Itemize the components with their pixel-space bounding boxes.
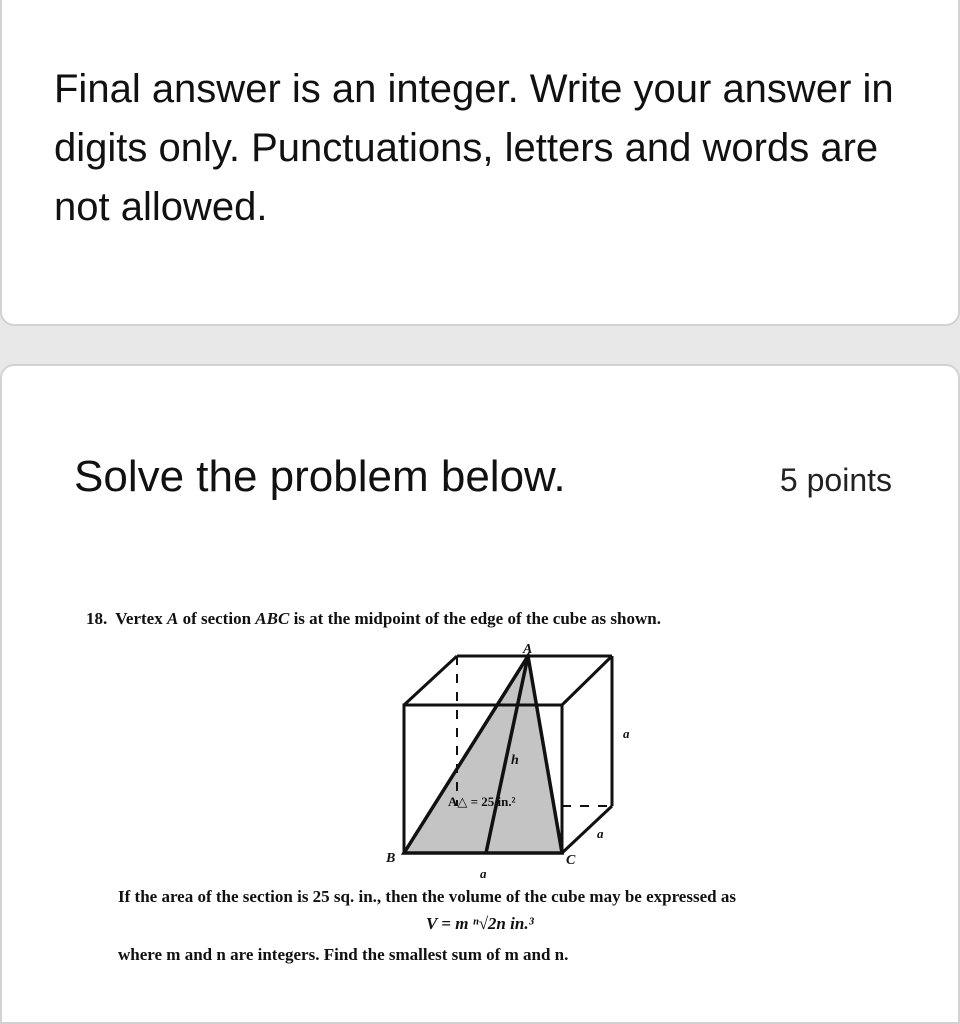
- vertex-c-label: C: [566, 853, 576, 868]
- question-card: [0, 364, 960, 1024]
- edge-label-depth: a: [597, 826, 604, 841]
- points-label: 5 points: [779, 462, 892, 498]
- instruction-card: [0, 0, 960, 326]
- height-label: h: [511, 753, 519, 768]
- problem-image: [2, 366, 958, 1012]
- vertex-a-label: A: [523, 642, 533, 657]
- problem-statement: 18. Vertex A of section ABC is at the midpoint of the edge of the cube as shown.: [86, 609, 661, 628]
- edge-label-bottom: a: [480, 866, 487, 881]
- section-triangle: [404, 656, 562, 853]
- condition-text: If the area of the section is 25 sq. in., then the volume of the cube may be expressed as: [118, 887, 736, 906]
- problem-number: 18.: [86, 609, 108, 628]
- edge-label-right: a: [623, 726, 630, 741]
- instruction-text: Final answer is an integer. Write your answer in digits only. Punctuations, letters and words are not allowed.: [54, 67, 894, 229]
- cube-figure: [385, 642, 630, 881]
- vertex-b-label: B: [386, 851, 396, 866]
- area-label: A△ = 25 in.²: [448, 794, 516, 809]
- question-title: Solve the problem below.: [74, 452, 566, 501]
- final-question-text: where m and n are integers. Find the smallest sum of m and n.: [118, 945, 569, 964]
- volume-formula: V = m ⁿ√2n in.³: [426, 914, 534, 933]
